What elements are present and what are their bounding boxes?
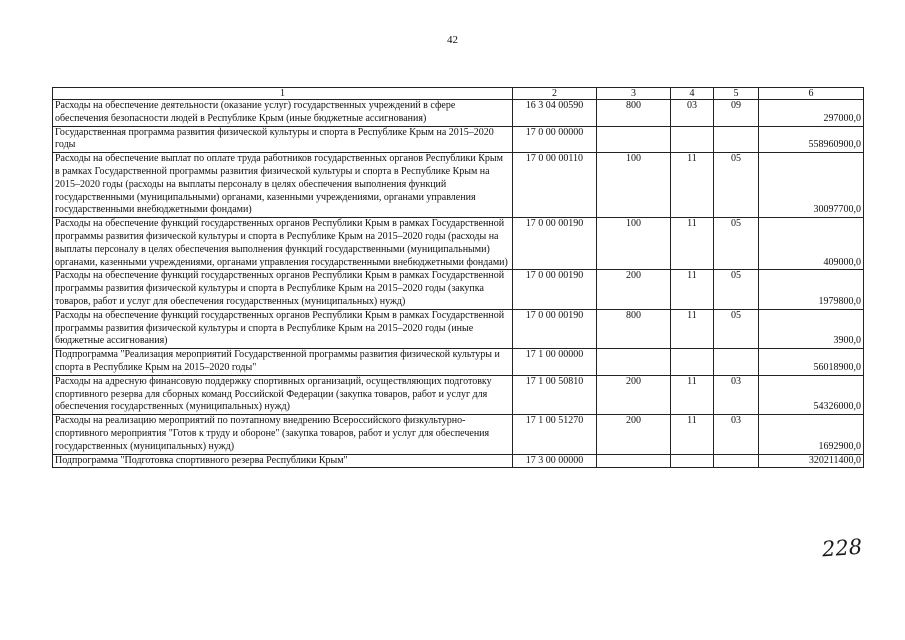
expense-name-cell: Подпрограмма "Подготовка спортивного резерва Республики Крым" — [53, 454, 513, 468]
expense-type-cell: 100 — [597, 218, 671, 270]
amount-cell: 297000,0 — [759, 100, 864, 127]
table-row — [53, 126, 864, 153]
expense-type-cell: 800 — [597, 100, 671, 127]
table-row — [53, 309, 864, 348]
section-cell: 11 — [671, 415, 714, 454]
expense-name-cell: Расходы на обеспечение функций государственных органов Республики Крым в рамках Государственной программы развития физической культуры и спорта в Республике Крым на 2015–2020 годы (иные бюджетные ассигнования) — [53, 309, 513, 348]
page-number: 42 — [447, 34, 458, 46]
column-header: 6 — [759, 88, 864, 100]
amount-cell: 54326000,0 — [759, 375, 864, 414]
section-cell — [671, 126, 714, 153]
expense-type-cell: 200 — [597, 375, 671, 414]
column-header: 2 — [513, 88, 597, 100]
table-row — [53, 153, 864, 218]
column-header: 3 — [597, 88, 671, 100]
expense-name-cell: Государственная программа развития физической культуры и спорта в Республике Крым на 2015–2020 годы — [53, 126, 513, 153]
target-article-cell: 17 0 00 00190 — [513, 218, 597, 270]
target-article-cell: 16 3 04 00590 — [513, 100, 597, 127]
target-article-cell: 17 0 00 00190 — [513, 270, 597, 309]
target-article-cell: 17 1 00 00000 — [513, 349, 597, 376]
table-row — [53, 100, 864, 127]
subsection-cell: 05 — [714, 153, 759, 218]
subsection-cell: 03 — [714, 375, 759, 414]
amount-cell: 30097700,0 — [759, 153, 864, 218]
target-article-cell: 17 0 00 00190 — [513, 309, 597, 348]
column-header: 1 — [53, 88, 513, 100]
section-cell — [671, 454, 714, 468]
handwritten-page-number: 228 — [821, 534, 863, 562]
expense-name-cell: Расходы на обеспечение функций государственных органов Республики Крым в рамках Государственной программы развития физической культуры и спорта в Республике Крым на 2015–2020 годы (закупка товаров, работ и услуг для обеспечения государственных (муниципальных) нужд) — [53, 270, 513, 309]
column-header: 5 — [714, 88, 759, 100]
target-article-cell: 17 3 00 00000 — [513, 454, 597, 468]
amount-cell: 1692900,0 — [759, 415, 864, 454]
expense-type-cell: 200 — [597, 415, 671, 454]
amount-cell: 558960900,0 — [759, 126, 864, 153]
amount-cell: 1979800,0 — [759, 270, 864, 309]
section-cell: 03 — [671, 100, 714, 127]
column-header: 4 — [671, 88, 714, 100]
table-row — [53, 415, 864, 454]
expense-type-cell: 200 — [597, 270, 671, 309]
subsection-cell: 05 — [714, 309, 759, 348]
table-row — [53, 349, 864, 376]
target-article-cell: 17 0 00 00000 — [513, 126, 597, 153]
expense-type-cell — [597, 126, 671, 153]
section-cell: 11 — [671, 309, 714, 348]
section-cell: 11 — [671, 153, 714, 218]
subsection-cell: 05 — [714, 218, 759, 270]
amount-cell: 56018900,0 — [759, 349, 864, 376]
expense-name-cell: Расходы на обеспечение деятельности (оказание услуг) государственных учреждений в сфере обеспечения безопасности людей в Республике Крым (иные бюджетные ассигнования) — [53, 100, 513, 127]
subsection-cell — [714, 126, 759, 153]
subsection-cell — [714, 349, 759, 376]
amount-cell: 320211400,0 — [759, 454, 864, 468]
table-row — [53, 218, 864, 270]
section-cell: 11 — [671, 218, 714, 270]
target-article-cell: 17 1 00 51270 — [513, 415, 597, 454]
expense-name-cell: Расходы на адресную финансовую поддержку спортивных организаций, осуществляющих подготовку спортивного резерва для сборных команд Российской Федерации (закупка товаров, работ и услуг для обеспечения государственных (муниципальных) нужд) — [53, 375, 513, 414]
table-row — [53, 375, 864, 414]
table-row — [53, 454, 864, 468]
section-cell: 11 — [671, 375, 714, 414]
section-cell — [671, 349, 714, 376]
subsection-cell: 03 — [714, 415, 759, 454]
subsection-cell: 09 — [714, 100, 759, 127]
expense-type-cell — [597, 349, 671, 376]
expense-name-cell: Подпрограмма "Реализация мероприятий Государственной программы развития физической культуры и спорта в Республике Крым на 2015–2020 годы" — [53, 349, 513, 376]
subsection-cell — [714, 454, 759, 468]
column-number-row — [53, 88, 864, 100]
amount-cell: 3900,0 — [759, 309, 864, 348]
budget-table — [52, 87, 864, 468]
section-cell: 11 — [671, 270, 714, 309]
subsection-cell: 05 — [714, 270, 759, 309]
target-article-cell: 17 1 00 50810 — [513, 375, 597, 414]
expense-name-cell: Расходы на обеспечение функций государственных органов Республики Крым в рамках Государственной программы развития физической культуры и спорта в Республике Крым на 2015–2020 годы (расходы на выплаты персоналу в целях обеспечения выполнения функций государственными (муниципальными) органами, казенными учреждениями, органами управления государственными внебюджетными фондами) — [53, 218, 513, 270]
expense-name-cell: Расходы на реализацию мероприятий по поэтапному внедрению Всероссийского физкультурно-спортивного мероприятия "Готов к труду и обороне" (закупка товаров, работ и услуг для обеспечения государственных (муниципальных) нужд) — [53, 415, 513, 454]
expense-name-cell: Расходы на обеспечение выплат по оплате труда работников государственных органов Республики Крым в рамках Государственной программы развития физической культуры и спорта в Республике Крым на 2015–2020 годы (расходы на выплаты персоналу в целях обеспечения выполнения функций государственными (муниципальными) органами, казенными учреждениями, органами управления государственными внебюджетными фондами) — [53, 153, 513, 218]
expense-type-cell: 800 — [597, 309, 671, 348]
target-article-cell: 17 0 00 00110 — [513, 153, 597, 218]
table-row — [53, 270, 864, 309]
expense-type-cell: 100 — [597, 153, 671, 218]
amount-cell: 409000,0 — [759, 218, 864, 270]
expense-type-cell — [597, 454, 671, 468]
